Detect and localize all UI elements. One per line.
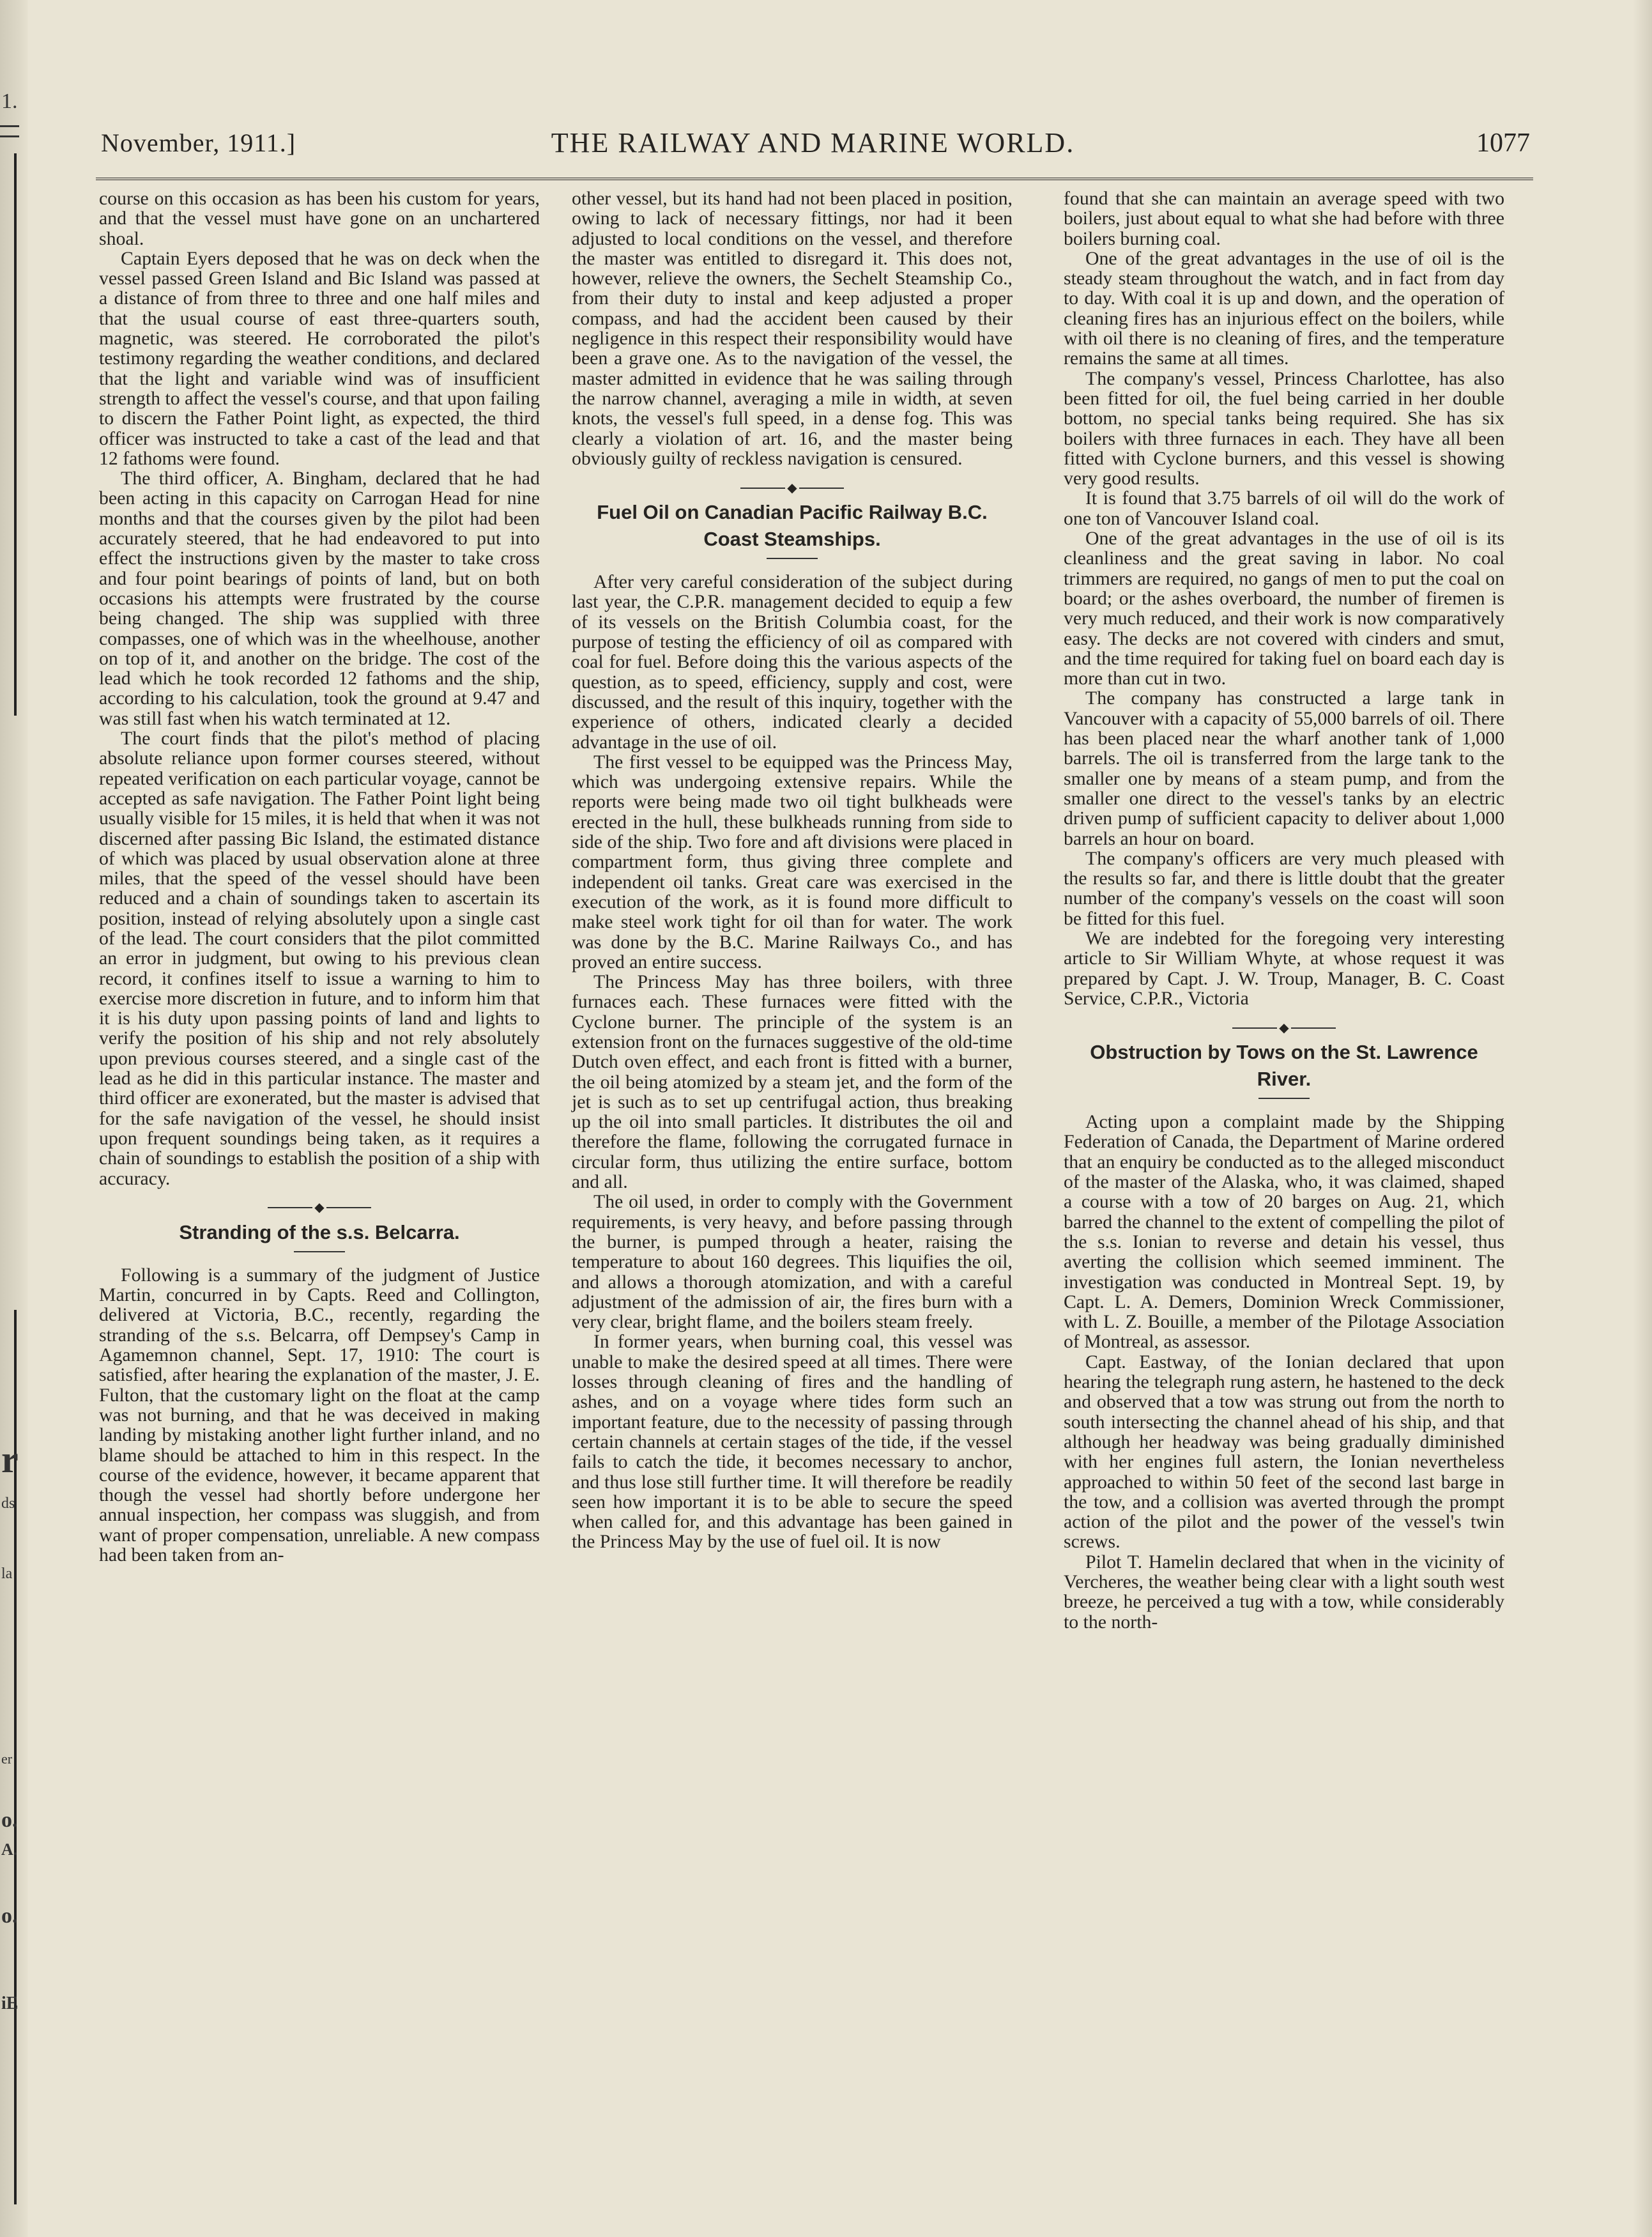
paragraph: Following is a summary of the judgment of Justice Martin, concurred in by Capts. Reed and Collington, delivered at Victoria, B.C., recently, regarding the stranding of the s.s. Belcarra, off Dempsey's Camp in Agamemnon channel, Sept. 17, 1910: The court is satisfied, after hearing the explanation of the master, J. E. Fulton, that the customary light on the float at the camp was not burning, and that he was deceived in making landing by mistaking another light further inland, and no blame should be attached to him in this respect. In the course of the evidence, however, it became apparent that though the vessel had shortly before undergone her annual inspection, her compass was sluggish, and from want of proper compensation, unreliable. A new compass had been taken from an- [99,1264,540,1565]
margin-fragment: la [1,1565,13,1582]
section-ornament: ◆ [1064,1017,1504,1036]
margin-fragment: er [1,1751,13,1767]
paragraph: The company's officers are very much pleased with the results so far, and there is little doubt that the greater number of the company's vessels on the coast will soon be fitted for this fuel. [1064,847,1504,929]
paragraph: other vessel, but its hand had not been placed in position, owing to lack of necessary fittings, nor had it been adjusted to local conditions on the vessel, and therefore the master was entitled to disregard it. This does not, however, relieve the owners, the Sechelt Steamship Co., from their duty to instal and keep adjusted a proper compass, and had the accident been caused by their negligence in this respect their responsibility would have been a grave one. As to the navigation of the vessel, the master admitted in evidence that he was sailing through the narrow channel, averaging a mile in width, at seven knots, the vessel's full speed, in a dense fog. This was clearly a violation of art. 16, and the master being obviously guilty of reckless navigation is censured. [572,188,1013,469]
paragraph: The oil used, in order to comply with the Government requirements, is very heavy, and before passing through the burner, is pumped through a heater, raising the temperature to about 160 degrees. This liquifies the oil, and allows a thorough atomization, and with a careful adjustment of the admission of air, the fires burn with a very clear, bright flame, and the boilers steam freely. [572,1191,1013,1333]
adjacent-page-edge [0,0,28,2237]
paragraph: found that she can maintain an average speed with two boilers, just about equal to what she had before with three boilers burning coal. [1064,188,1504,249]
issue-date: November, 1911.] [101,128,296,157]
paragraph: Pilot T. Hamelin declared that when in the vicinity of Vercheres, the weather being clear with a light south west breeze, he perceived a tug with a tow, while considerably to the north- [1064,1551,1504,1633]
paragraph: Acting upon a complaint made by the Shipping Federation of Canada, the Department of Marine ordered that an enquiry be conducted as to the alleged misconduct of the master of the Alaska, who, it was claimed, shaped a course with a tow of 20 barges on Aug. 21, which barred the channel to the extent of compelling the pilot of the s.s. Ionian to reverse and detain his vessel, thus averting the collision which seemed imminent. The investigation was conducted in Montreal Sept. 19, by Capt. L. A. Demers, Dominion Wreck Commissioner, with L. Z. Bouille, a member of the Pilotage Association of Montreal, as assessor. [1064,1111,1504,1353]
article-heading: Fuel Oil on Canadian Pacific Railway B.C. Coast Steamships. [597,501,988,551]
paragraph: The company's vessel, Princess Charlottee, has also been fitted for oil, the fuel being carried in her double bottom, no special tanks being required. She has six boilers with three furnaces in each. They have all been fitted with Cyclone burners, and this vessel is showing very good results. [1064,367,1504,489]
column-2 [572,188,1013,2188]
page-edge-shadow [1633,0,1652,2237]
paragraph: The Princess May has three boilers, with three furnaces each. These furnaces were fitted with the Cyclone burner. The principle of the system is an extension front on the furnaces suggestive of the old-time Dutch oven effect, and each front is fitted with a burner, the oil being atomized by a steam jet, and the form of the jet is such as to set up centrifugal action, thus breaking up the oil into small particles. It distributes the oil and therefore the flame, following the corrugated furnace in circular form, thus utilizing the entire surface, bottom and all. [572,971,1013,1193]
margin-fragment: iE [1,1994,19,2013]
section-ornament: ◆ [99,1197,540,1217]
paragraph: In former years, when burning coal, this vessel was unable to make the desired speed at all times. There were losses through cleaning of fires and the handling of ashes, and on a voyage where tides form such an important feature, due to the necessity of passing through certain channels at certain stages of the tide, if the vessel fails to catch the tide, it becomes necessary to anchor, and thus lose still further time. It will therefore be readily seen how important it is to be able to secure the speed when called for, and this advantage has been gained in the Princess May by the use of fuel oil. It is now [572,1331,1013,1553]
margin-rule [0,125,19,127]
heading-rule [1258,1098,1310,1099]
paragraph: Captain Eyers deposed that he was on deck when the vessel passed Green Island and Bic Island was passed at a distance of from three to three and one half miles and that the usual course of east three-quarters south, magnetic, was steered. He corroborated the pilot's testimony regarding the weather conditions, and declared that the light and variable wind was of insufficient strength to affect the vessel's course, and that upon failing to discern the Father Point light, as expected, the third officer was instructed to take a cast of the lead and that 12 fathoms were found. [99,247,540,469]
margin-fragment: 1. [1,89,18,113]
paragraph: We are indebted for the foregoing very interesting article to Sir William Whyte, at whose request it was prepared by Capt. J. W. Troup, Manager, B. C. Coast Service, C.P.R., Victoria [1064,927,1504,1009]
margin-line [14,153,17,716]
masthead: THE RAILWAY AND MARINE WORLD. [551,127,1075,158]
heading-rule [767,558,818,559]
margin-fragment: ds [1,1495,15,1512]
article-heading: Stranding of the s.s. Belcarra. [179,1220,460,1243]
section-ornament: ◆ [572,477,1013,496]
paragraph: One of the great advantages in the use of oil is the steady steam throughout the watch, and in fact from day to day. With coal it is up and down, and the operation of cleaning fires has an injurious effect on the boilers, while with oil there is no cleaning of fires, and the temperature remains the same at all times. [1064,247,1504,369]
margin-rule [0,135,19,137]
margin-fragment: A. [1,1840,18,1859]
column-1 [99,188,540,2188]
margin-fragment: o. [1,1808,18,1832]
paragraph: The court finds that the pilot's method of placing absolute reliance upon former courses steered, without repeated verification on each particular voyage, cannot be accepted as safe navigation. The Father Point light being usually visible for 15 miles, it is held that when it was not discerned after passing Bic Island, the estimated distance of which was placed by usual observation alone at three miles, that the speed of the vessel should have been reduced and a chain of soundings taken to ascertain its position, instead of relying absolutely upon a single cast of the lead. The court considers that the pilot committed an error in judgment, but owing to his previous clean record, it confines itself to issue a warning to him to exercise more discretion in future, and to inform him that it is his duty upon passing points of land and lights to verify the position of his ship and not rely absolutely upon previous courses steered, and a single cast of the lead as he did in this particular instance. The master and third officer are exonerated, but the master is advised that for the safe navigation of the vessel, he should insist upon frequent soundings being taken, as it requires a chain of soundings to establish the position of a ship with accuracy. [99,728,540,1189]
paragraph: course on this occasion as has been his custom for years, and that the vessel must have gone on an unchartered shoal. [99,188,540,249]
paragraph: It is found that 3.75 barrels of oil will do the work of one ton of Vancouver Island coal. [1064,488,1504,529]
paragraph: The first vessel to be equipped was the Princess May, which was undergoing extensive repairs. While the reports were being made two oil tight bulkheads were erected in the hull, these bulkheads running from side to side of the ship. Two fore and aft divisions were placed in compartment form, thus giving three complete and independent oil tanks. Great care was exercised in the execution of the work, as it is found more difficult to make steel work tight for oil than for water. The work was done by the B.C. Marine Railways Co., and has proved an entire success. [572,751,1013,972]
running-header [96,121,1530,173]
article-heading: Obstruction by Tows on the St. Lawrence River. [1090,1041,1478,1091]
margin-fragment: r [1,1438,19,1480]
heading-rule [294,1251,345,1252]
header-rule [96,178,1533,180]
paragraph: The third officer, A. Bingham, declared that he had been acting in this capacity on Carrogan Head for nine months and that the courses given by the pilot had been accurately steered, that he had endeavored to put into effect the instructions given by the master to take cross and four point bearings of points of land, but on both occasions his attempts were frustrated by the course being changed. The ship was supplied with three compasses, one of which was in the wheelhouse, another on top of it, and another on the bridge. The cost of the lead which he took recorded 12 fathoms and the ship, according to his calculation, took the ground at 9.47 and was still fast when his watch terminated at 12. [99,468,540,729]
paragraph: After very careful consideration of the subject during last year, the C.P.R. management decided to equip a few of its vessels on the British Columbia coast, for the purpose of testing the efficiency of oil as compared with coal for fuel. Before doing this the various aspects of the question, as to speed, efficiency, supply and cost, were discussed, and the result of this inquiry, together with the experience of others, indicated clearly a decided advantage in the use of oil. [572,571,1013,753]
page-number: 1077 [1476,128,1530,158]
paragraph: Capt. Eastway, of the Ionian declared that upon hearing the telegraph rung astern, he hastened to the deck and observed that a tow was strung out from the north to south intersecting the channel ahead of his ship, and that although her headway was being gradually diminished with her engines full astern, the Ionian nevertheless approached to within 50 feet of the second last barge in the tow, and a collision was averted through the prompt action of the pilot and the power of the vessel's twin screws. [1064,1351,1504,1553]
paragraph: One of the great advantages in the use of oil is its cleanliness and the great saving in labor. No coal trimmers are required, no gangs of men to put the coal on board; or the ashes overboard, the number of firemen is very much reduced, and their work is now comparatively easy. The decks are not covered with cinders and smut, and the time required for taking fuel on board each day is more than cut in two. [1064,528,1504,689]
paragraph: The company has constructed a large tank in Vancouver with a capacity of 55,000 barrels of oil. There has been placed near the wharf another tank of 1,000 barrels. The oil is transferred from the large tank to the smaller one by means of a steam pump, and from the smaller one direct to the vessel's tanks by an electric driven pump of sufficient capacity to deliver about 1,000 barrels an hour on board. [1064,688,1504,849]
margin-fragment: o. [1,1904,18,1928]
column-3 [1064,188,1504,2188]
